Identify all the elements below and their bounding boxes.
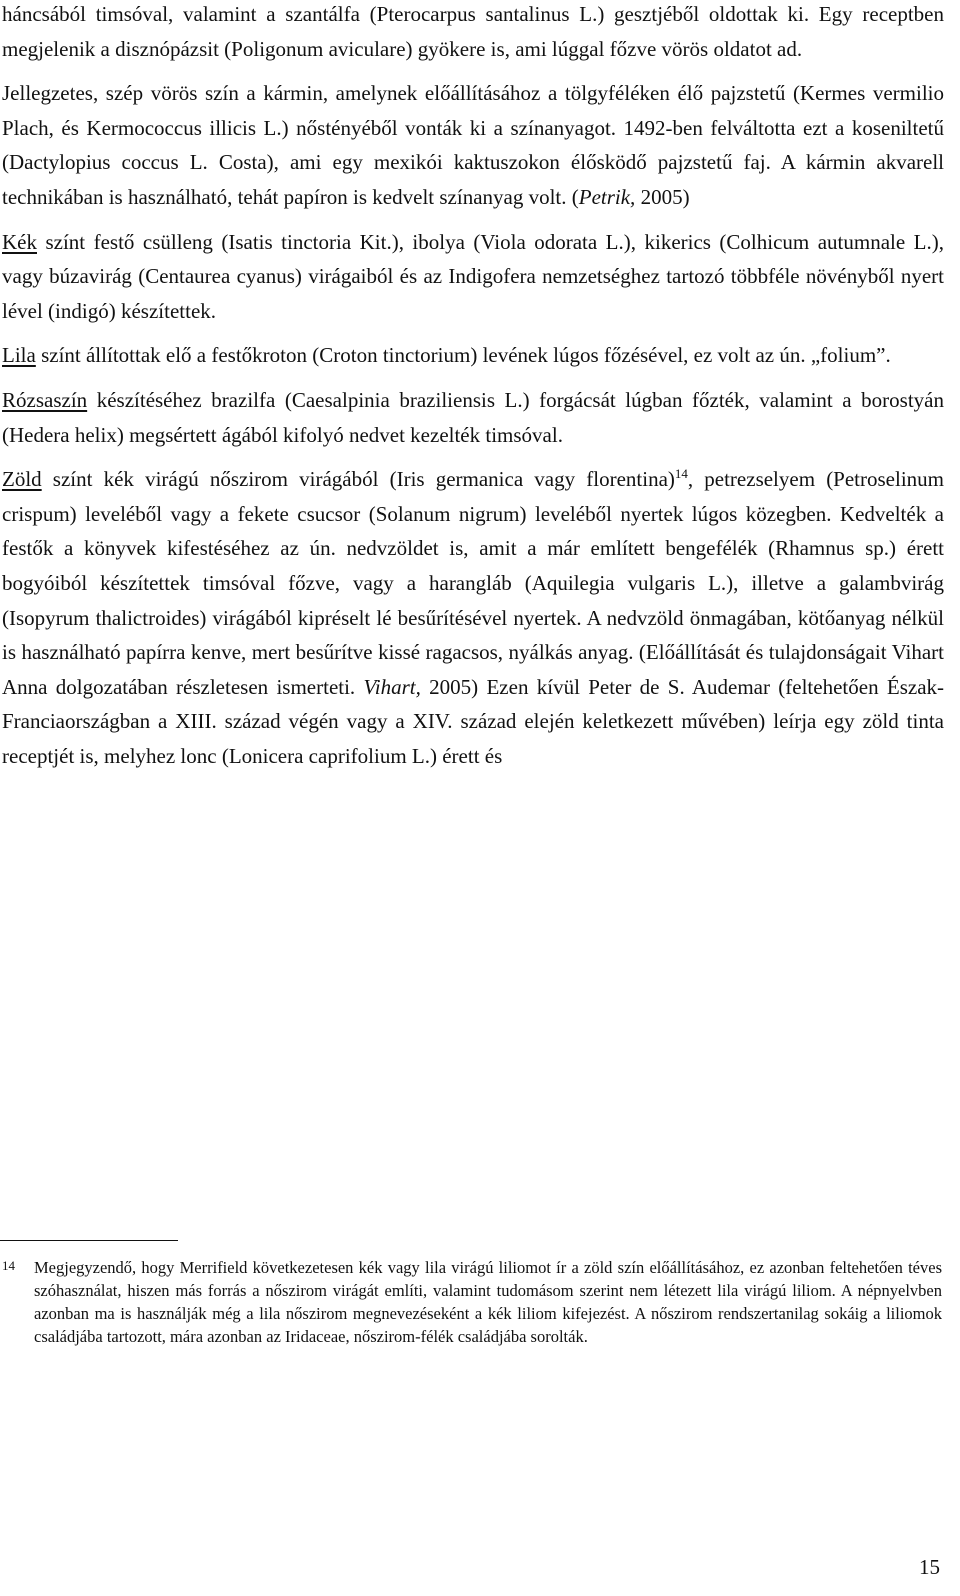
- paragraph-text: , petrezselyem (Petroselinum crispum) leveléből vagy a fekete csucsor (Solanum nigrum) leveléből nyertek lúgos közegben. Kedvelték a festők a könyvek kifestéséhez az ún. nedvzöldet is, amit a már említett bengefélék (Rhamnus sp.) érett bogyóiból készítettek timsóval főzve, vagy a harangláb (Aquilegia vulgaris L.), illetve a galambvirág (Isopyrum thalictroides) virágából kipréselt lé besűrítésével nyertek. A nedvzöld önmagában, kötőanyag nélkül is használható papírra kenve, mert besűrítve kissé ragacsos, nyálkás anyag. (Előállítását és tulajdonságait Vihart Anna dolgozatában részletesen ismerteti.: [2, 467, 945, 699]
- color-term-blue: Kék: [2, 229, 37, 254]
- footnote: [0, 1256, 942, 1348]
- footnote-text: Megjegyzendő, hogy Merrifield következetesen kék vagy lila virágú liliomot ír a zöld szín előállításához, ez azonban feltehetően téves szóhasználat, hiszen más forrás a nőszirom virágát említi, valamint tudomásom szerint nem létezett lila virágú liliom. A népnyelvben azonban ma is használják még a lila nőszirom megnevezéseként a kék liliom kifejezést. A nőszirom rendszertanilag sokáig a liliomok családjába tartozott, mára azonban az Iridaceae, nőszirom-félék családjába sorolták.: [34, 1258, 942, 1346]
- page-number: 15: [919, 1555, 940, 1579]
- paragraph-pink: [2, 383, 944, 452]
- paragraph-purple: [2, 338, 944, 373]
- color-term-green: Zöld: [2, 467, 42, 492]
- paragraph-text: háncsából timsóval, valamint a szantálfa (Pterocarpus santalinus L.) gesztjéből oldottak ki. Egy receptben megjelenik a disznópázsit (Poligonum aviculare) gyökere is, ami lúggal főzve vörös oldatot ad.: [2, 2, 944, 61]
- paragraph-text: 2005) Ezen kívül Peter de S. Audemar (feltehetően Észak-Franciaországban a XIII. század végén vagy a XIV. század elején keletkezett művében) leírja egy zöld tinta receptjét is, melyhez lonc (Lonicera caprifolium L.) érett és: [2, 674, 945, 768]
- paragraph-text: készítéséhez brazilfa (Caesalpinia braziliensis L.) forgácsát lúgban főzték, valamint a borostyán (Hedera helix) megsértett ágából kifolyó nedvet kezelték timsóval.: [2, 387, 944, 447]
- footnote-marker: 14: [2, 1258, 15, 1273]
- footnote-reference[interactable]: 14: [674, 466, 688, 482]
- paragraph-red-carmine: [2, 76, 944, 214]
- paragraph-green: [2, 462, 944, 773]
- paragraph-text: színt festő csülleng (Isatis tinctoria Kit.), ibolya (Viola odorata L.), kikerics (Colhicum autumnale L.), vagy búzavirág (Centaurea cyanus) virágaiból és az Indigofera nemzetséghez tartozó többféle növényből nyert lével (indigó) készítettek.: [2, 229, 944, 323]
- citation-author: Vihart,: [363, 674, 421, 699]
- footnote-separator: [0, 1240, 178, 1241]
- paragraph-text: Jellegzetes, szép vörös szín a kármin, amelynek előállításához a tölgyféléken élő pajzstetű (Kermes vermilio Plach, és Kermococcus illicis L.) nőstényéből vonták ki a színanyagot. 1492-ben felváltotta ezt a koseniltetű (Dactylopius coccus L. Costa), ami egy mexikói kaktuszokon élősködő pajzstetű faj. A kármin akvarell technikában is használható, tehát papíron is kedvelt színanyag volt. (: [2, 81, 944, 209]
- paragraph-text: színt kék virágú nőszirom virágából (Iris germanica vagy florentina): [41, 467, 675, 492]
- color-term-purple: Lila: [2, 343, 36, 368]
- paragraph-blue: [2, 225, 944, 329]
- color-term-pink: Rózsaszín: [2, 387, 88, 412]
- paragraph-continuation: [2, 0, 944, 66]
- paragraph-text: színt állítottak elő a festőkroton (Croton tinctorium) levének lúgos főzésével, ez volt az ún. „folium”.: [35, 343, 891, 368]
- citation-year: 2005): [635, 184, 690, 209]
- citation-author: Petrik,: [578, 184, 636, 209]
- body-text: [0, 0, 944, 783]
